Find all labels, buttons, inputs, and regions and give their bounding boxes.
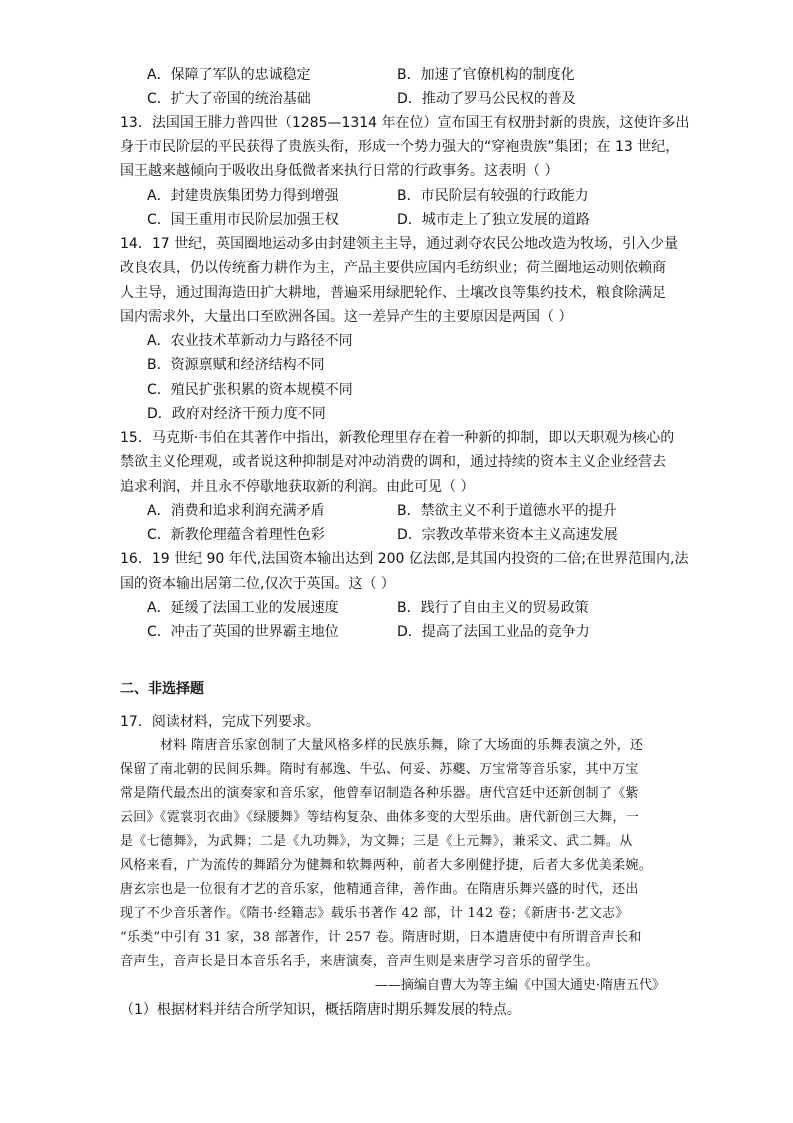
material-line: 材料 隋唐音乐家创制了大量风格多样的民族乐舞，除了大场面的乐舞表演之外，还 <box>160 738 644 753</box>
q13-option-a: A．封建贵族集团势力得到增强 <box>147 188 339 204</box>
q17-intro: 17．阅读材料，完成下列要求。 <box>120 714 320 730</box>
q13-option-d: D．城市走上了独立发展的道路 <box>397 212 590 228</box>
q13-stem-line: 国王越来越倾向于吸收出身低微者来执行日常的行政事务。这表明（ ） <box>120 163 559 179</box>
q17-subquestion-1: （1）根据材料并结合所学知识，概括隋唐时期乐舞发展的特点。 <box>120 1002 521 1018</box>
q13-option-c: C．国王重用市民阶层加强王权 <box>147 212 339 228</box>
q14-stem-line: 国内需求外，大量出口至欧洲各国。这一差异产生的主要原因是两国（ ） <box>120 309 573 325</box>
q14-option-d: D．政府对经济干预力度不同 <box>147 406 326 422</box>
q14-option-b: B．资源禀赋和经济结构不同 <box>147 357 325 373</box>
q15-stem-line: 追求利润，并且永不停歇地获取新的利润。由此可见（ ） <box>120 479 475 495</box>
q12-option-b: B．加速了官僚机构的制度化 <box>397 67 575 83</box>
material-line: 现了不少音乐著作。《隋书·经籍志》载乐书著作 42 部，计 142 卷；《新唐书·艺文志》 <box>120 906 629 921</box>
q14-option-a: A．农业技术革新动力与路径不同 <box>147 333 353 349</box>
q13-option-b: B．市民阶层有较强的行政能力 <box>397 188 589 204</box>
material-line: 唐玄宗也是一位很有才艺的音乐家，他精通音律，善作曲。在隋唐乐舞兴盛的时代，还出 <box>120 882 639 897</box>
q14-stem-line: 人主导，通过围海造田扩大耕地，普遍采用绿肥轮作、土壤改良等集约技术，粮食除满足 <box>120 285 666 301</box>
q16-option-c: C．冲击了英国的世界霸主地位 <box>147 624 339 640</box>
material-line: 是《七德舞》，为武舞；二是《九功舞》，为文舞；三是《上元舞》，兼采文、武二舞。从 <box>120 834 633 849</box>
q13-stem-line: 13．法国国王腓力普四世（1285—1314 年在位）宣布国王有权册封新的贵族，这使许多出 <box>120 115 690 131</box>
q14-option-c: C．殖民扩张积累的资本规模不同 <box>147 382 353 398</box>
material-line: “乐类”中引有 31 家，38 部著作，计 257 卷。隋唐时期，日本遣唐使中有所谓音声长和 <box>120 930 642 945</box>
material-line: 音声生，音声长是日本音乐名手，来唐演奏，音声生则是来唐学习音乐的留学生。 <box>120 954 599 969</box>
q16-option-a: A．延缓了法国工业的发展速度 <box>147 600 339 616</box>
q15-option-d: D．宗教改革带来资本主义高速发展 <box>397 527 618 543</box>
q16-option-d: D．提高了法国工业品的竞争力 <box>397 624 590 640</box>
q12-option-d: D．推动了罗马公民权的普及 <box>397 91 576 107</box>
q15-stem-line: 15．马克斯·韦伯在其著作中指出，新教伦理里存在着一种新的抑制，即以天职观为核心的 <box>120 430 675 446</box>
q15-option-a: A．消费和追求利润充满矛盾 <box>147 503 325 519</box>
q15-option-b: B．禁欲主义不利于道德水平的提升 <box>397 503 617 519</box>
section-heading: 二、非选择题 <box>120 681 204 697</box>
q16-stem-line: 16．19 世纪 90 年代,法国资本输出达到 200 亿法郎,是其国内投资的二倍;在世界范围内,法 <box>120 551 689 567</box>
material-line: 保留了南北朝的民间乐舞。隋时有郝逸、牛弘、何妥、苏夔、万宝常等音乐家，其中万宝 <box>120 762 639 777</box>
q16-stem-line: 国的资本输出居第二位,仅次于英国。这（ ） <box>120 576 395 592</box>
q14-stem-line: 14．17 世纪，英国圈地运动多由封建领主主导，通过剥夺农民公地改造为牧场，引入少量 <box>120 236 679 252</box>
q16-option-b: B．践行了自由主义的贸易政策 <box>397 600 589 616</box>
q13-stem-line: 身于市民阶层的平民获得了贵族头衔，形成一个势力强大的“穿袍贵族”集团；在 13 世纪， <box>120 139 680 155</box>
material-source: ——摘编自曹大为等主编《中国大通史·隋唐五代》 <box>374 978 665 993</box>
material-line: 常是隋代最杰出的演奏家和音乐家，他曾奉诏制造各种乐器。唐代宫廷中还新创制了《紫 <box>120 786 639 801</box>
q12-option-a: A．保障了军队的忠诚稳定 <box>147 67 311 83</box>
q15-option-c: C．新教伦理蕴含着理性色彩 <box>147 527 325 543</box>
material-line: 云回》《霓裳羽衣曲》《绿腰舞》等结构复杂、曲体多变的大型乐曲。唐代新创三大舞，一 <box>120 810 640 825</box>
q12-option-c: C．扩大了帝国的统治基础 <box>147 91 311 107</box>
q14-stem-line: 改良农具，仍以传统畜力耕作为主，产品主要供应国内毛纺织业；荷兰圈地运动则依赖商 <box>120 260 666 276</box>
q15-stem-line: 禁欲主义伦理观，或者说这种抑制是对冲动消费的调和，通过持续的资本主义企业经营去 <box>120 454 666 470</box>
material-line: 风格来看，广为流传的舞蹈分为健舞和软舞两种，前者大多刚健抒捷，后者大多优美柔婉。 <box>120 858 653 873</box>
